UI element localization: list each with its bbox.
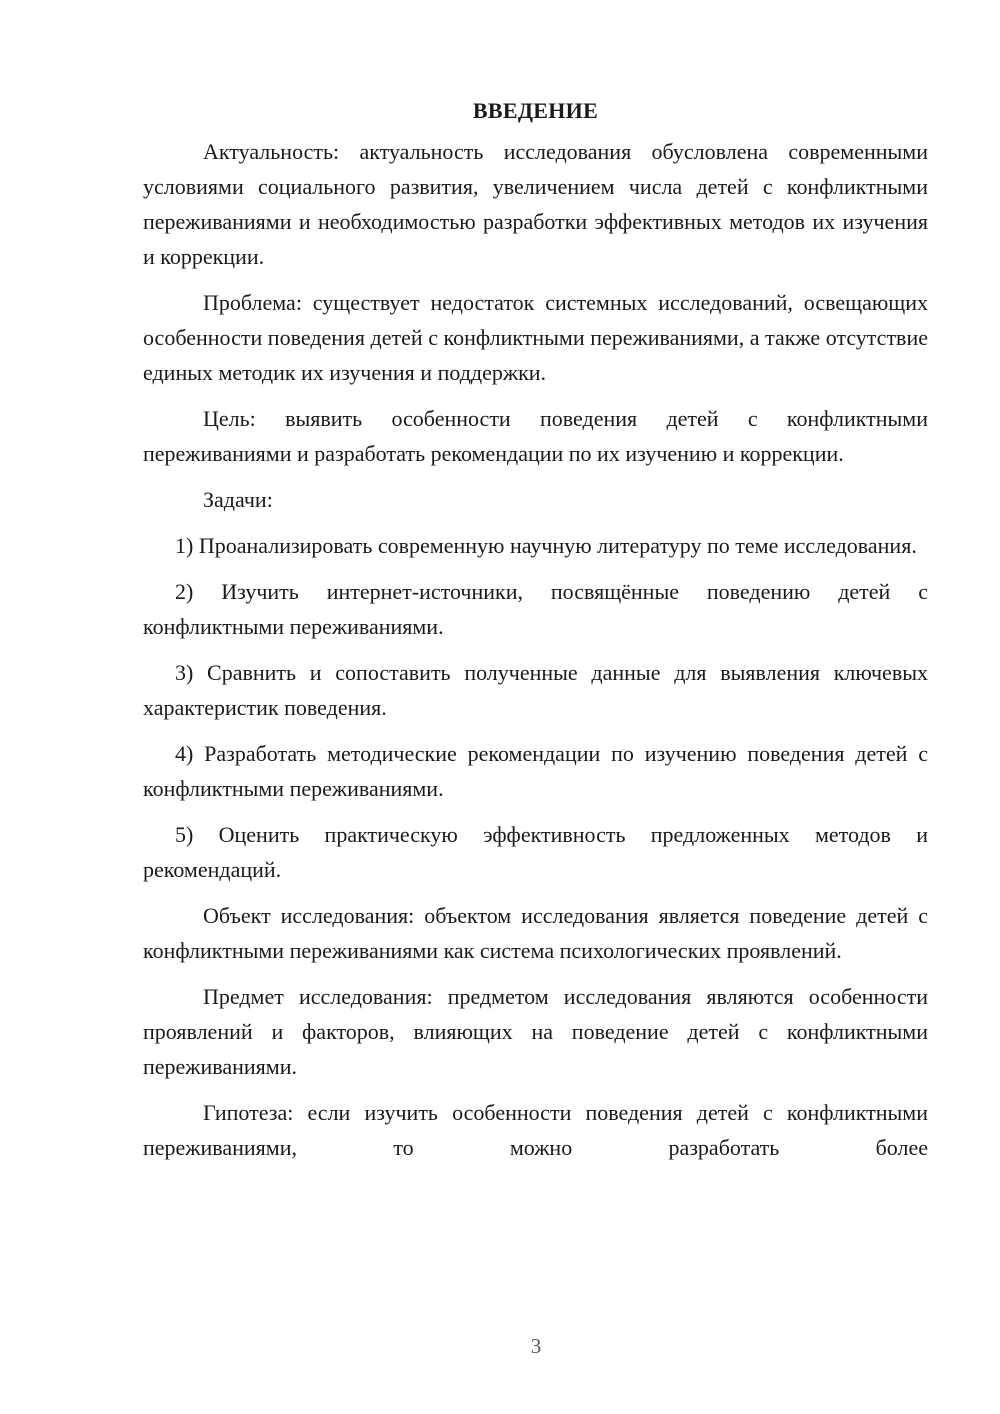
paragraph-hypothesis: Гипотеза: если изучить особенности поведения детей с конфликтными переживаниями, то можно разработать более (143, 1100, 928, 1160)
paragraph-subject: Предмет исследования: предметом исследования являются особенности проявлений и факторов, влияющих на поведение детей с конфликтными переживаниями. (143, 984, 928, 1079)
page-content (143, 93, 928, 1176)
paragraph-tasks-label: Задачи: (203, 487, 273, 512)
task-item-1: 1) Проанализировать современную научную литературу по теме исследования. (175, 533, 917, 558)
section-heading: ВВЕДЕНИЕ (472, 98, 599, 123)
task-item-5: 5) Оценить практическую эффективность предложенных методов и рекомендаций. (143, 822, 928, 882)
paragraph-problem: Проблема: существует недостаток системных исследований, освещающих особенности поведения детей с конфликтными переживаниями, а также отсутствие единых методик их изучения и поддержки. (143, 290, 928, 385)
task-item-2: 2) Изучить интернет-источники, посвящённые поведению детей с конфликтными переживаниями. (143, 579, 928, 639)
task-item-3: 3) Сравнить и сопоставить полученные данные для выявления ключевых характеристик поведения. (143, 660, 928, 720)
page-number: 3 (530, 1334, 542, 1358)
paragraph-object: Объект исследования: объектом исследования является поведение детей с конфликтными переживаниями как система психологических проявлений. (143, 903, 928, 963)
paragraph-relevance: Актуальность: актуальность исследования обусловлена современными условиями социального развития, увеличением числа детей с конфликтными переживаниями и необходимостью разработки эффективных методов их изучения и коррекции. (143, 139, 928, 269)
paragraph-goal: Цель: выявить особенности поведения детей с конфликтными переживаниями и разработать рекомендации по их изучению и коррекции. (143, 406, 928, 466)
task-item-4: 4) Разработать методические рекомендации по изучению поведения детей с конфликтными переживаниями. (143, 741, 928, 801)
